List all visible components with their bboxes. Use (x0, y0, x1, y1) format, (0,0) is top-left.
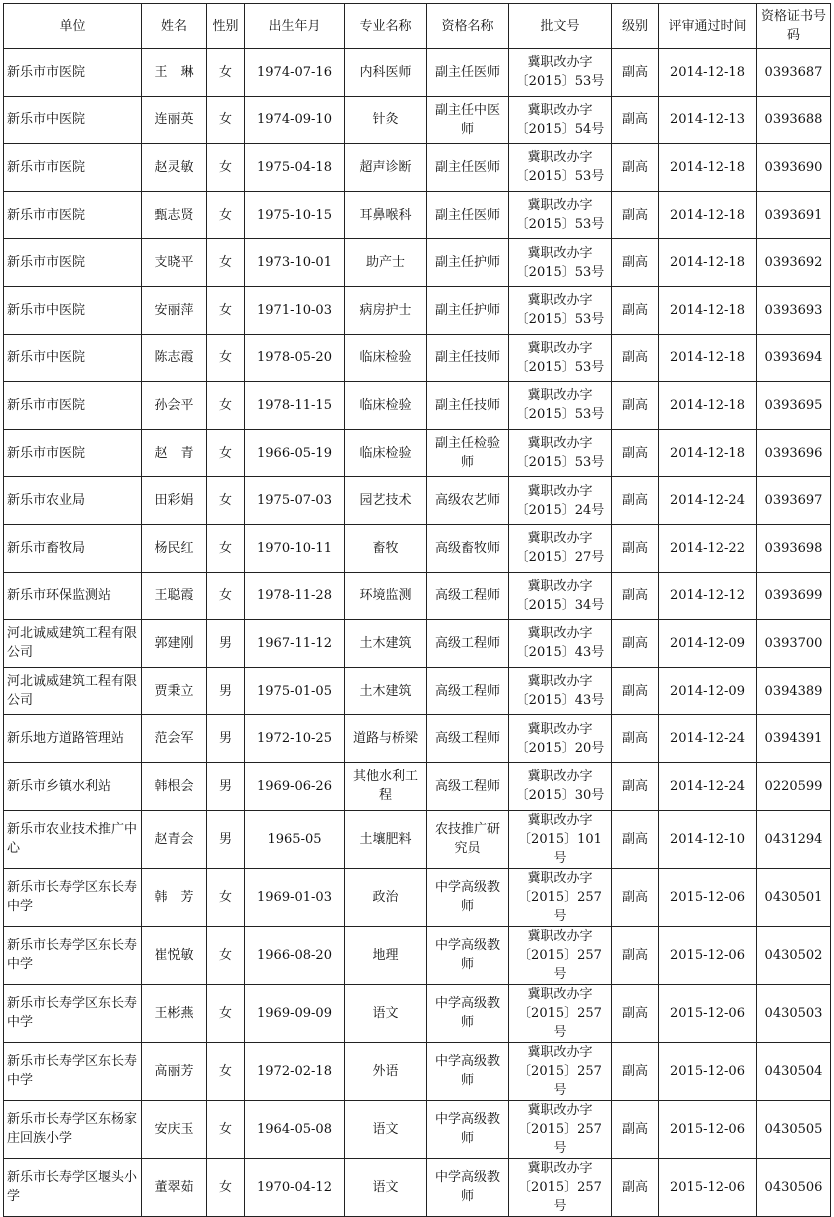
cell-approval-number: 冀职改办字〔2015〕53号 (509, 191, 612, 239)
cell-certificate-number: 0393697 (757, 477, 831, 525)
cell-level: 副高 (612, 1042, 659, 1100)
cell-unit: 新乐市长寿学区东长寿中学 (4, 868, 142, 926)
cell-unit: 新乐市长寿学区东长寿中学 (4, 984, 142, 1042)
cell-gender: 女 (207, 1100, 245, 1158)
cell-name: 杨民红 (142, 524, 207, 572)
cell-specialty: 道路与桥梁 (345, 715, 427, 763)
cell-specialty: 临床检验 (345, 429, 427, 477)
cell-level: 副高 (612, 715, 659, 763)
cell-qualification: 高级农艺师 (427, 477, 509, 525)
table-row (4, 239, 831, 287)
cell-specialty: 畜牧 (345, 524, 427, 572)
cell-certificate-number: 0393690 (757, 144, 831, 192)
cell-specialty: 语文 (345, 984, 427, 1042)
cell-birth-date: 1978-11-15 (245, 382, 345, 430)
cell-unit: 新乐市市医院 (4, 239, 142, 287)
cell-review-date: 2014-12-18 (659, 144, 757, 192)
table-row (4, 524, 831, 572)
document-page (3, 3, 831, 1217)
table-row (4, 1100, 831, 1158)
cell-gender: 女 (207, 524, 245, 572)
table-row (4, 191, 831, 239)
cell-level: 副高 (612, 1158, 659, 1216)
cell-approval-number: 冀职改办字〔2015〕53号 (509, 49, 612, 97)
cell-unit: 新乐市长寿学区东长寿中学 (4, 926, 142, 984)
cell-name: 甄志贤 (142, 191, 207, 239)
table-row (4, 1158, 831, 1216)
cell-certificate-number: 0393696 (757, 429, 831, 477)
cell-level: 副高 (612, 762, 659, 810)
cell-qualification: 副主任技师 (427, 382, 509, 430)
column-header-level: 级别 (612, 4, 659, 49)
cell-specialty: 语文 (345, 1100, 427, 1158)
cell-certificate-number: 0430501 (757, 868, 831, 926)
cell-approval-number: 冀职改办字〔2015〕257号 (509, 1158, 612, 1216)
cell-birth-date: 1970-04-12 (245, 1158, 345, 1216)
cell-certificate-number: 0394391 (757, 715, 831, 763)
table-row (4, 49, 831, 97)
cell-review-date: 2014-12-18 (659, 429, 757, 477)
cell-birth-date: 1973-10-01 (245, 239, 345, 287)
cell-approval-number: 冀职改办字〔2015〕53号 (509, 286, 612, 334)
table-row (4, 334, 831, 382)
cell-approval-number: 冀职改办字〔2015〕257号 (509, 984, 612, 1042)
cell-specialty: 政治 (345, 868, 427, 926)
cell-review-date: 2014-12-09 (659, 667, 757, 715)
cell-approval-number: 冀职改办字〔2015〕27号 (509, 524, 612, 572)
cell-unit: 新乐市市医院 (4, 191, 142, 239)
cell-name: 陈志霞 (142, 334, 207, 382)
cell-name: 郭建刚 (142, 620, 207, 668)
cell-name: 韩 芳 (142, 868, 207, 926)
cell-certificate-number: 0393687 (757, 49, 831, 97)
cell-approval-number: 冀职改办字〔2015〕43号 (509, 667, 612, 715)
table-row (4, 382, 831, 430)
cell-certificate-number: 0431294 (757, 810, 831, 868)
cell-unit: 新乐市农业技术推广中心 (4, 810, 142, 868)
cell-name: 王聪霞 (142, 572, 207, 620)
cell-certificate-number: 0220599 (757, 762, 831, 810)
cell-level: 副高 (612, 239, 659, 287)
column-header-unit: 单位 (4, 4, 142, 49)
cell-approval-number: 冀职改办字〔2015〕43号 (509, 620, 612, 668)
cell-specialty: 地理 (345, 926, 427, 984)
cell-qualification: 中学高级教师 (427, 868, 509, 926)
cell-review-date: 2014-12-24 (659, 762, 757, 810)
cell-birth-date: 1966-08-20 (245, 926, 345, 984)
cell-certificate-number: 0393693 (757, 286, 831, 334)
cell-birth-date: 1975-04-18 (245, 144, 345, 192)
cell-review-date: 2014-12-18 (659, 239, 757, 287)
column-header-name: 姓名 (142, 4, 207, 49)
cell-specialty: 土木建筑 (345, 667, 427, 715)
table-row (4, 984, 831, 1042)
cell-review-date: 2015-12-06 (659, 926, 757, 984)
cell-qualification: 高级工程师 (427, 620, 509, 668)
cell-qualification: 中学高级教师 (427, 926, 509, 984)
cell-birth-date: 1974-09-10 (245, 96, 345, 144)
cell-approval-number: 冀职改办字〔2015〕20号 (509, 715, 612, 763)
cell-specialty: 临床检验 (345, 382, 427, 430)
cell-gender: 女 (207, 926, 245, 984)
cell-specialty: 超声诊断 (345, 144, 427, 192)
cell-certificate-number: 0430503 (757, 984, 831, 1042)
cell-unit: 新乐市乡镇水利站 (4, 762, 142, 810)
cell-review-date: 2014-12-22 (659, 524, 757, 572)
cell-level: 副高 (612, 382, 659, 430)
cell-level: 副高 (612, 334, 659, 382)
cell-name: 范会军 (142, 715, 207, 763)
cell-gender: 男 (207, 667, 245, 715)
cell-review-date: 2014-12-10 (659, 810, 757, 868)
qualification-table (3, 3, 831, 1217)
cell-level: 副高 (612, 191, 659, 239)
cell-level: 副高 (612, 286, 659, 334)
cell-unit: 新乐市市医院 (4, 382, 142, 430)
table-row (4, 477, 831, 525)
cell-gender: 男 (207, 810, 245, 868)
cell-qualification: 高级工程师 (427, 667, 509, 715)
cell-review-date: 2014-12-18 (659, 382, 757, 430)
column-header-review-date: 评审通过时间 (659, 4, 757, 49)
cell-name: 崔悦敏 (142, 926, 207, 984)
cell-name: 董翠茹 (142, 1158, 207, 1216)
cell-gender: 女 (207, 868, 245, 926)
cell-review-date: 2015-12-06 (659, 1100, 757, 1158)
cell-name: 王 琳 (142, 49, 207, 97)
cell-qualification: 副主任护师 (427, 239, 509, 287)
cell-birth-date: 1971-10-03 (245, 286, 345, 334)
cell-approval-number: 冀职改办字〔2015〕30号 (509, 762, 612, 810)
cell-certificate-number: 0393700 (757, 620, 831, 668)
cell-level: 副高 (612, 868, 659, 926)
cell-birth-date: 1974-07-16 (245, 49, 345, 97)
cell-qualification: 中学高级教师 (427, 1042, 509, 1100)
cell-gender: 女 (207, 382, 245, 430)
cell-unit: 新乐市畜牧局 (4, 524, 142, 572)
cell-specialty: 其他水利工程 (345, 762, 427, 810)
cell-review-date: 2014-12-12 (659, 572, 757, 620)
cell-approval-number: 冀职改办字〔2015〕101号 (509, 810, 612, 868)
cell-level: 副高 (612, 477, 659, 525)
cell-unit: 河北诚威建筑工程有限公司 (4, 620, 142, 668)
cell-level: 副高 (612, 96, 659, 144)
cell-review-date: 2014-12-18 (659, 49, 757, 97)
cell-approval-number: 冀职改办字〔2015〕53号 (509, 382, 612, 430)
cell-gender: 女 (207, 286, 245, 334)
cell-approval-number: 冀职改办字〔2015〕257号 (509, 1042, 612, 1100)
cell-name: 孙会平 (142, 382, 207, 430)
cell-unit: 新乐市市医院 (4, 144, 142, 192)
cell-gender: 女 (207, 1158, 245, 1216)
cell-birth-date: 1964-05-08 (245, 1100, 345, 1158)
cell-certificate-number: 0430506 (757, 1158, 831, 1216)
column-header-approval-number: 批文号 (509, 4, 612, 49)
table-row (4, 572, 831, 620)
cell-birth-date: 1978-11-28 (245, 572, 345, 620)
cell-specialty: 外语 (345, 1042, 427, 1100)
cell-unit: 新乐市长寿学区东长寿中学 (4, 1042, 142, 1100)
cell-review-date: 2014-12-18 (659, 334, 757, 382)
cell-certificate-number: 0393695 (757, 382, 831, 430)
cell-gender: 男 (207, 715, 245, 763)
cell-unit: 新乐市市医院 (4, 429, 142, 477)
cell-unit: 新乐地方道路管理站 (4, 715, 142, 763)
table-row (4, 96, 831, 144)
cell-name: 连丽英 (142, 96, 207, 144)
cell-specialty: 园艺技术 (345, 477, 427, 525)
cell-approval-number: 冀职改办字〔2015〕257号 (509, 1100, 612, 1158)
cell-birth-date: 1965-05 (245, 810, 345, 868)
cell-review-date: 2015-12-06 (659, 868, 757, 926)
table-row (4, 762, 831, 810)
cell-review-date: 2014-12-18 (659, 286, 757, 334)
cell-gender: 女 (207, 429, 245, 477)
cell-approval-number: 冀职改办字〔2015〕34号 (509, 572, 612, 620)
cell-qualification: 副主任医师 (427, 49, 509, 97)
cell-unit: 新乐市中医院 (4, 96, 142, 144)
table-row (4, 144, 831, 192)
cell-name: 贾秉立 (142, 667, 207, 715)
column-header-qualification: 资格名称 (427, 4, 509, 49)
cell-birth-date: 1966-05-19 (245, 429, 345, 477)
cell-birth-date: 1972-10-25 (245, 715, 345, 763)
table-row (4, 1042, 831, 1100)
table-row (4, 667, 831, 715)
cell-name: 赵青会 (142, 810, 207, 868)
cell-certificate-number: 0430502 (757, 926, 831, 984)
cell-name: 王彬燕 (142, 984, 207, 1042)
cell-review-date: 2015-12-06 (659, 1042, 757, 1100)
cell-birth-date: 1970-10-11 (245, 524, 345, 572)
cell-name: 安丽萍 (142, 286, 207, 334)
cell-level: 副高 (612, 144, 659, 192)
cell-name: 赵灵敏 (142, 144, 207, 192)
cell-unit: 新乐市农业局 (4, 477, 142, 525)
cell-birth-date: 1969-01-03 (245, 868, 345, 926)
cell-qualification: 中学高级教师 (427, 984, 509, 1042)
cell-unit: 新乐市市医院 (4, 49, 142, 97)
cell-level: 副高 (612, 926, 659, 984)
cell-name: 赵 青 (142, 429, 207, 477)
cell-birth-date: 1972-02-18 (245, 1042, 345, 1100)
cell-certificate-number: 0393694 (757, 334, 831, 382)
cell-gender: 女 (207, 191, 245, 239)
cell-certificate-number: 0393699 (757, 572, 831, 620)
cell-review-date: 2014-12-24 (659, 715, 757, 763)
cell-approval-number: 冀职改办字〔2015〕257号 (509, 926, 612, 984)
column-header-gender: 性别 (207, 4, 245, 49)
cell-qualification: 副主任中医师 (427, 96, 509, 144)
column-header-birth-date: 出生年月 (245, 4, 345, 49)
cell-certificate-number: 0393692 (757, 239, 831, 287)
cell-name: 支晓平 (142, 239, 207, 287)
cell-level: 副高 (612, 984, 659, 1042)
cell-specialty: 土壤肥料 (345, 810, 427, 868)
cell-birth-date: 1969-09-09 (245, 984, 345, 1042)
cell-gender: 女 (207, 144, 245, 192)
cell-level: 副高 (612, 524, 659, 572)
cell-certificate-number: 0430505 (757, 1100, 831, 1158)
cell-qualification: 副主任医师 (427, 144, 509, 192)
cell-unit: 新乐市中医院 (4, 286, 142, 334)
cell-level: 副高 (612, 429, 659, 477)
cell-gender: 女 (207, 334, 245, 382)
cell-gender: 女 (207, 572, 245, 620)
cell-review-date: 2014-12-09 (659, 620, 757, 668)
cell-name: 田彩娟 (142, 477, 207, 525)
cell-review-date: 2015-12-06 (659, 1158, 757, 1216)
cell-approval-number: 冀职改办字〔2015〕53号 (509, 144, 612, 192)
cell-birth-date: 1978-05-20 (245, 334, 345, 382)
cell-birth-date: 1975-10-15 (245, 191, 345, 239)
cell-unit: 新乐市中医院 (4, 334, 142, 382)
cell-specialty: 内科医师 (345, 49, 427, 97)
table-row (4, 926, 831, 984)
cell-birth-date: 1967-11-12 (245, 620, 345, 668)
cell-certificate-number: 0430504 (757, 1042, 831, 1100)
cell-unit: 新乐市环保监测站 (4, 572, 142, 620)
cell-level: 副高 (612, 572, 659, 620)
cell-qualification: 农技推广研究员 (427, 810, 509, 868)
cell-qualification: 高级工程师 (427, 572, 509, 620)
cell-qualification: 高级工程师 (427, 762, 509, 810)
cell-birth-date: 1975-07-03 (245, 477, 345, 525)
cell-certificate-number: 0393691 (757, 191, 831, 239)
cell-qualification: 高级畜牧师 (427, 524, 509, 572)
cell-approval-number: 冀职改办字〔2015〕53号 (509, 239, 612, 287)
cell-qualification: 副主任医师 (427, 191, 509, 239)
cell-gender: 女 (207, 1042, 245, 1100)
cell-approval-number: 冀职改办字〔2015〕53号 (509, 429, 612, 477)
cell-unit: 河北诚威建筑工程有限公司 (4, 667, 142, 715)
cell-review-date: 2014-12-18 (659, 191, 757, 239)
cell-review-date: 2015-12-06 (659, 984, 757, 1042)
cell-gender: 女 (207, 49, 245, 97)
cell-approval-number: 冀职改办字〔2015〕257号 (509, 868, 612, 926)
cell-birth-date: 1975-01-05 (245, 667, 345, 715)
cell-unit: 新乐市长寿学区东杨家庄回族小学 (4, 1100, 142, 1158)
cell-birth-date: 1969-06-26 (245, 762, 345, 810)
cell-qualification: 高级工程师 (427, 715, 509, 763)
cell-specialty: 土木建筑 (345, 620, 427, 668)
cell-level: 副高 (612, 810, 659, 868)
cell-approval-number: 冀职改办字〔2015〕53号 (509, 334, 612, 382)
cell-gender: 女 (207, 239, 245, 287)
cell-specialty: 环境监测 (345, 572, 427, 620)
table-row (4, 810, 831, 868)
column-header-specialty: 专业名称 (345, 4, 427, 49)
cell-level: 副高 (612, 1100, 659, 1158)
cell-qualification: 副主任检验师 (427, 429, 509, 477)
cell-certificate-number: 0394389 (757, 667, 831, 715)
cell-specialty: 助产士 (345, 239, 427, 287)
table-body (4, 49, 831, 1217)
cell-gender: 女 (207, 96, 245, 144)
cell-review-date: 2014-12-13 (659, 96, 757, 144)
cell-specialty: 针灸 (345, 96, 427, 144)
cell-gender: 男 (207, 620, 245, 668)
cell-certificate-number: 0393688 (757, 96, 831, 144)
cell-level: 副高 (612, 49, 659, 97)
cell-gender: 女 (207, 477, 245, 525)
cell-level: 副高 (612, 620, 659, 668)
cell-gender: 女 (207, 984, 245, 1042)
table-row (4, 715, 831, 763)
table-row (4, 429, 831, 477)
cell-qualification: 副主任技师 (427, 334, 509, 382)
cell-approval-number: 冀职改办字〔2015〕24号 (509, 477, 612, 525)
cell-review-date: 2014-12-24 (659, 477, 757, 525)
cell-certificate-number: 0393698 (757, 524, 831, 572)
table-row (4, 286, 831, 334)
cell-level: 副高 (612, 667, 659, 715)
table-row (4, 620, 831, 668)
cell-qualification: 中学高级教师 (427, 1158, 509, 1216)
cell-approval-number: 冀职改办字〔2015〕54号 (509, 96, 612, 144)
cell-specialty: 语文 (345, 1158, 427, 1216)
cell-name: 高丽芳 (142, 1042, 207, 1100)
table-row (4, 868, 831, 926)
cell-name: 韩根会 (142, 762, 207, 810)
cell-gender: 男 (207, 762, 245, 810)
cell-qualification: 副主任护师 (427, 286, 509, 334)
cell-name: 安庆玉 (142, 1100, 207, 1158)
cell-specialty: 临床检验 (345, 334, 427, 382)
column-header-certificate-number: 资格证书号码 (757, 4, 831, 49)
table-header-row (4, 4, 831, 49)
cell-specialty: 耳鼻喉科 (345, 191, 427, 239)
cell-unit: 新乐市长寿学区堰头小学 (4, 1158, 142, 1216)
cell-specialty: 病房护士 (345, 286, 427, 334)
cell-qualification: 中学高级教师 (427, 1100, 509, 1158)
